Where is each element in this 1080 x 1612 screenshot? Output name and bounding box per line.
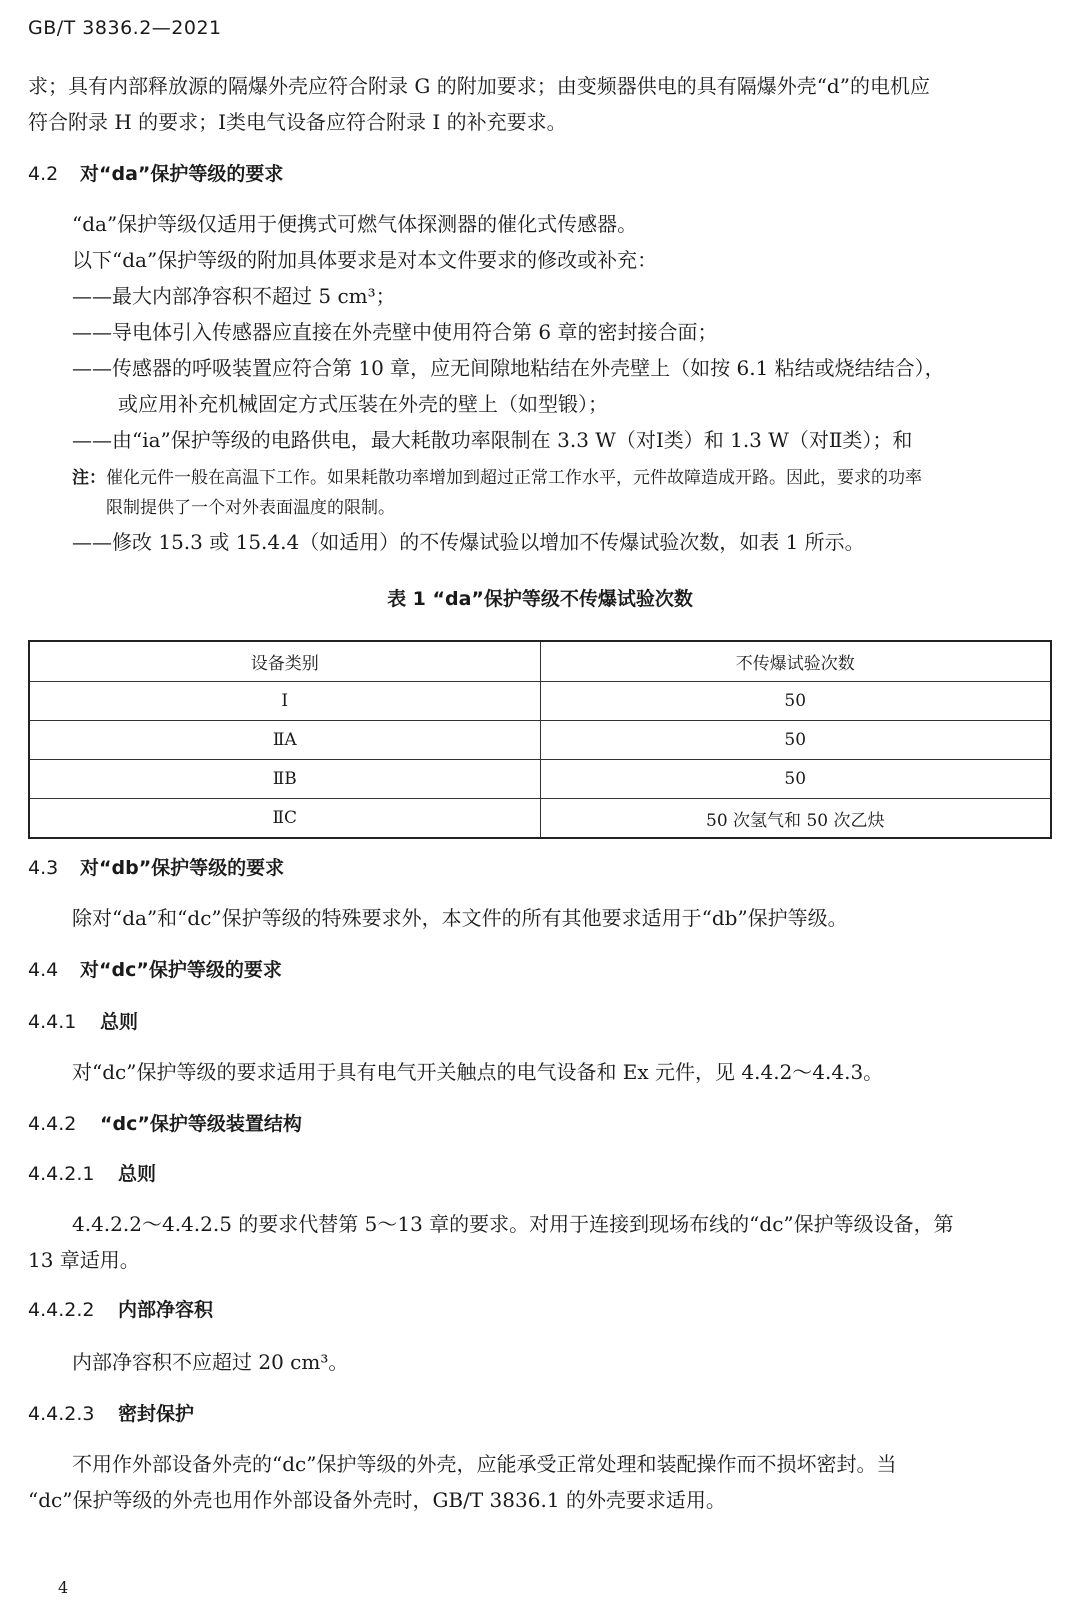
section-title: 对“db”保护等级的要求: [80, 857, 285, 879]
section-heading-4-4-2-3: [28, 1400, 194, 1428]
test-count-table: [28, 640, 1052, 839]
table-row: [29, 682, 1051, 721]
table-row: [29, 799, 1051, 839]
table-cell: ⅡC: [29, 799, 540, 839]
section-heading-4-4-2-1: [28, 1160, 156, 1188]
paragraph-line: 符合附录 H 的要求；Ⅰ类电气设备应符合附录 I 的补充要求。: [28, 110, 567, 134]
section-number: 4.4: [28, 959, 59, 981]
paragraph-line: 对“dc”保护等级的要求适用于具有电气开关触点的电气设备和 Ex 元件，见 4.4.2～4.4.3。: [72, 1060, 884, 1084]
table-cell: Ⅰ: [29, 682, 540, 721]
paragraph-line: “dc”保护等级的外壳也用作外部设备外壳时，GB/T 3836.1 的外壳要求适用。: [28, 1488, 726, 1512]
section-heading-4-4: [28, 956, 282, 984]
section-heading-4-4-2-2: [28, 1296, 213, 1324]
table-cell: 50: [540, 721, 1051, 760]
table-row: [29, 721, 1051, 760]
table-cell: 50 次氢气和 50 次乙炔: [540, 799, 1051, 839]
paragraph-line: 除对“da”和“dc”保护等级的特殊要求外，本文件的所有其他要求适用于“db”保护等级。: [72, 906, 848, 930]
table-cell: ⅡB: [29, 760, 540, 799]
list-item: ——传感器的呼吸装置应符合第 10 章，应无间隙地粘结在外壳壁上（如按 6.1 粘结或烧结结合），: [72, 356, 945, 380]
table-cell: 50: [540, 760, 1051, 799]
page-number: 4: [58, 1578, 69, 1597]
paragraph-line: 13 章适用。: [28, 1248, 140, 1272]
table-header-cell: 设备类别: [29, 641, 540, 682]
section-number: 4.3: [28, 857, 59, 879]
paragraph-line: “da”保护等级仅适用于便携式可燃气体探测器的催化式传感器。: [72, 212, 638, 236]
section-number: 4.4.2.1: [28, 1163, 95, 1185]
paragraph-line: 以下“da”保护等级的附加具体要求是对本文件要求的修改或补充：: [72, 248, 658, 272]
table-caption: 表 1 “da”保护等级不传爆试验次数: [387, 588, 693, 610]
list-item: ——修改 15.3 或 15.4.4（如适用）的不传爆试验以增加不传爆试验次数，如表 1 所示。: [72, 530, 865, 554]
note-line: [72, 464, 922, 492]
section-heading-4-4-1: [28, 1008, 138, 1036]
section-number: 4.2: [28, 163, 59, 185]
table-cell: 50: [540, 682, 1051, 721]
section-title: 密封保护: [118, 1403, 195, 1425]
table-header-cell: 不传爆试验次数: [540, 641, 1051, 682]
list-item-continuation: 或应用补充机械固定方式压装在外壳的壁上（如型锻）；: [118, 392, 608, 416]
paragraph-line: 内部净容积不应超过 20 cm³。: [72, 1350, 349, 1374]
list-item: ——最大内部净容积不超过 5 cm³；: [72, 284, 396, 308]
section-heading-4-4-2: [28, 1110, 302, 1138]
table-header-row: [29, 641, 1051, 682]
paragraph-line: 不用作外部设备外壳的“dc”保护等级的外壳，应能承受正常处理和装配操作而不损坏密封。当: [72, 1452, 897, 1476]
table-cell: ⅡA: [29, 721, 540, 760]
section-number: 4.4.1: [28, 1011, 77, 1033]
table-row: [29, 760, 1051, 799]
section-title: 总则: [118, 1163, 157, 1185]
note-label: 注：: [72, 468, 106, 488]
section-title: 对“da”保护等级的要求: [80, 163, 284, 185]
section-number: 4.4.2.2: [28, 1299, 95, 1321]
section-title: 内部净容积: [118, 1299, 214, 1321]
section-title: 对“dc”保护等级的要求: [80, 959, 282, 981]
section-title: “dc”保护等级装置结构: [100, 1113, 302, 1135]
section-heading-4-3: [28, 854, 284, 882]
section-title: 总则: [100, 1011, 139, 1033]
document-header-code: GB/T 3836.2—2021: [28, 17, 222, 39]
paragraph-line: 求；具有内部释放源的隔爆外壳应符合附录 G 的附加要求；由变频器供电的具有隔爆外壳“d”的电机应: [28, 74, 930, 98]
note-line: 限制提供了一个对外表面温度的限制。: [106, 498, 395, 518]
section-number: 4.4.2.3: [28, 1403, 95, 1425]
paragraph-line: 4.4.2.2～4.4.2.5 的要求代替第 5～13 章的要求。对用于连接到现场布线的“dc”保护等级设备，第: [72, 1212, 954, 1236]
note-text: 催化元件一般在高温下工作。如果耗散功率增加到超过正常工作水平，元件故障造成开路。因此，要求的功率: [106, 468, 922, 488]
section-heading-4-2: [28, 160, 283, 188]
list-item: ——导电体引入传感器应直接在外壳壁中使用符合第 6 章的密封接合面；: [72, 320, 718, 344]
section-number: 4.4.2: [28, 1113, 77, 1135]
list-item: ——由“ia”保护等级的电路供电，最大耗散功率限制在 3.3 W（对Ⅰ类）和 1.3 W（对Ⅱ类）；和: [72, 428, 913, 452]
